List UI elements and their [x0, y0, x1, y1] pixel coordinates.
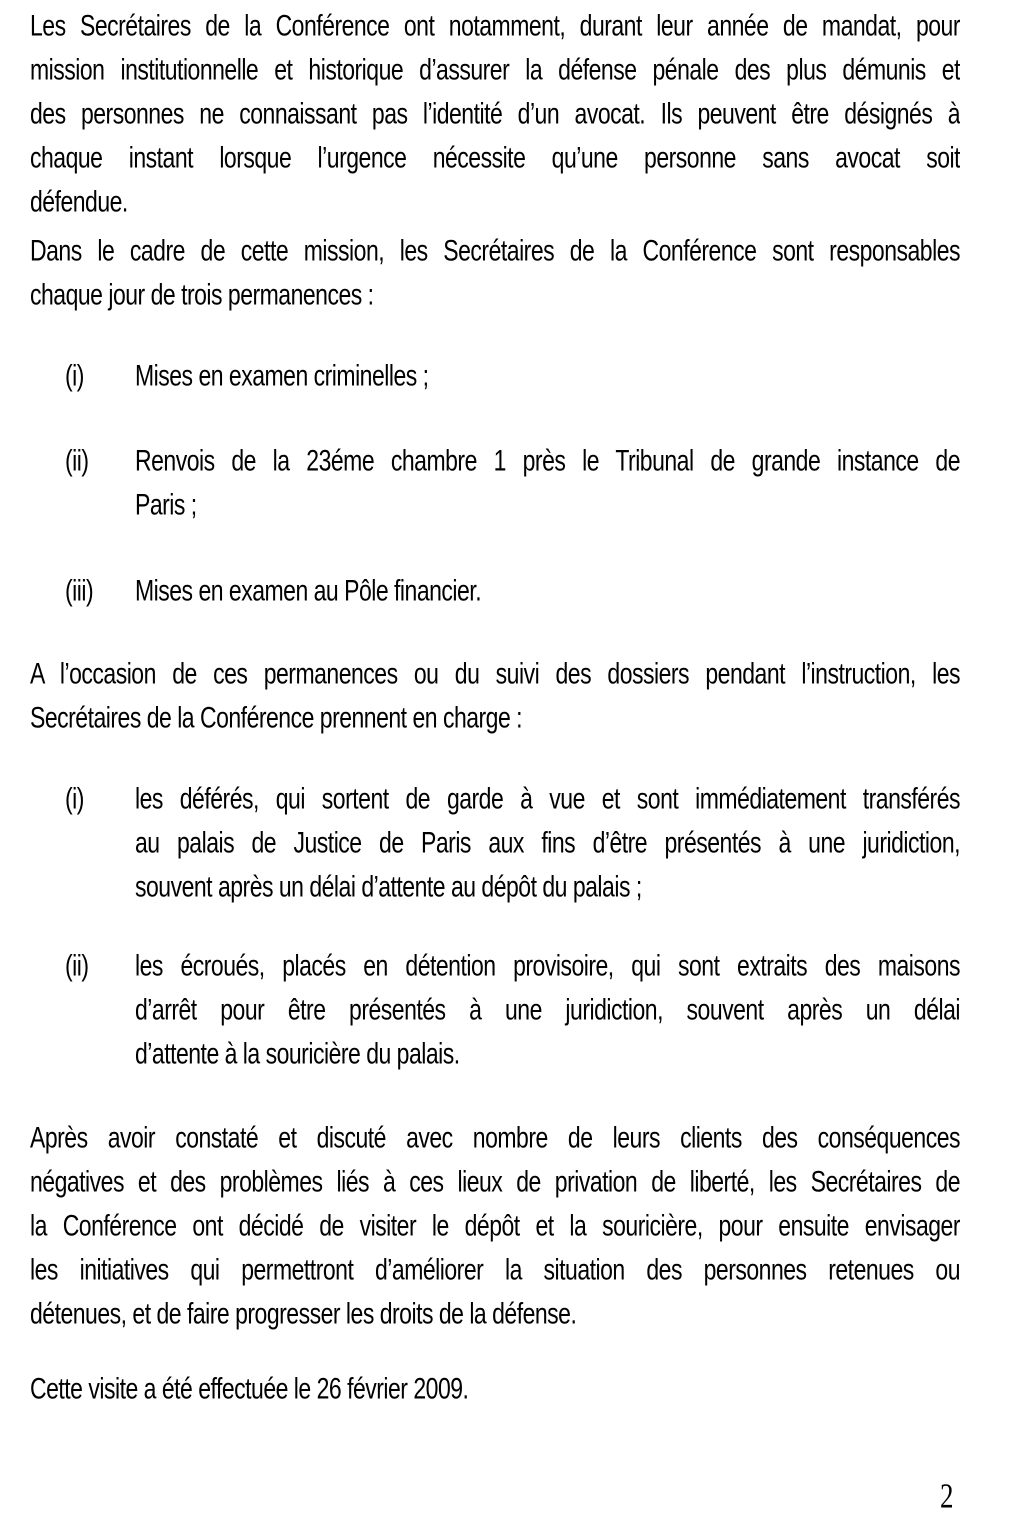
list-item [30, 776, 960, 908]
text-line: Paris ; [135, 487, 197, 521]
text-line: Cette visite a été effectuée le 26 février 2009. [30, 1371, 469, 1405]
text-lines [135, 776, 960, 908]
paragraph [30, 1366, 960, 1410]
text-line: des personnes ne connaissant pas l’identité d’un avocat. Ils peuvent être désignés à [30, 96, 960, 130]
text-lines [30, 3, 960, 223]
paragraph [30, 1115, 960, 1335]
text-lines [30, 1115, 960, 1335]
text-line: la Conférence ont décidé de visiter le dépôt et la souricière, pour ensuite envisager [30, 1208, 960, 1242]
text-line: mission institutionnelle et historique d’assurer la défense pénale des plus démunis et [30, 52, 960, 86]
list-marker: (i) [65, 781, 84, 815]
list-item [30, 438, 960, 526]
text-line: détenues, et de faire progresser les droits de la défense. [30, 1296, 577, 1330]
list-item [30, 943, 960, 1075]
paragraph [30, 3, 960, 223]
text-line: Après avoir constaté et discuté avec nombre de leurs clients des conséquences [30, 1120, 960, 1154]
list-marker: (i) [65, 358, 84, 392]
text-line: Mises en examen criminelles ; [135, 358, 429, 392]
list-item [30, 568, 960, 612]
text-line: Renvois de la 23éme chambre 1 près le Tribunal de grande instance de [135, 443, 960, 477]
text-lines [30, 1366, 960, 1410]
text-line: les initiatives qui permettront d’améliorer la situation des personnes retenues ou [30, 1252, 960, 1286]
paragraph [30, 651, 960, 739]
text-lines [135, 353, 960, 397]
list-marker: (iii) [65, 573, 94, 607]
text-lines [135, 943, 960, 1075]
text-line: Les Secrétaires de la Conférence ont notamment, durant leur année de mandat, pour [30, 8, 960, 42]
text-line: les écroués, placés en détention provisoire, qui sont extraits des maisons [135, 948, 960, 982]
text-line: Secrétaires de la Conférence prennent en charge : [30, 700, 523, 734]
text-line: d’arrêt pour être présentés à une juridiction, souvent après un délai [135, 992, 960, 1026]
text-line: Dans le cadre de cette mission, les Secrétaires de la Conférence sont responsables [30, 233, 960, 267]
list-marker: (ii) [65, 443, 89, 477]
text-line: au palais de Justice de Paris aux fins d’être présentés à une juridiction, [135, 825, 960, 859]
text-line: A l’occasion de ces permanences ou du suivi des dossiers pendant l’instruction, les [30, 656, 960, 690]
paragraph [30, 228, 960, 316]
text-lines [30, 228, 960, 316]
text-line: chaque jour de trois permanences : [30, 277, 374, 311]
text-lines [135, 568, 960, 612]
text-line: Mises en examen au Pôle financier. [135, 573, 482, 607]
text-line: défendue. [30, 184, 128, 218]
text-line: négatives et des problèmes liés à ces lieux de privation de liberté, les Secrétaires de [30, 1164, 960, 1198]
text-line: les déférés, qui sortent de garde à vue et sont immédiatement transférés [135, 781, 960, 815]
list-item [30, 353, 960, 397]
text-lines [30, 651, 960, 739]
text-line: chaque instant lorsque l’urgence nécessite qu’une personne sans avocat soit [30, 140, 960, 174]
list-marker: (ii) [65, 948, 89, 982]
page-number: 2 [940, 1476, 954, 1516]
text-lines [135, 438, 960, 526]
text-line: souvent après un délai d’attente au dépôt du palais ; [135, 869, 642, 903]
text-line: d’attente à la souricière du palais. [135, 1036, 460, 1070]
